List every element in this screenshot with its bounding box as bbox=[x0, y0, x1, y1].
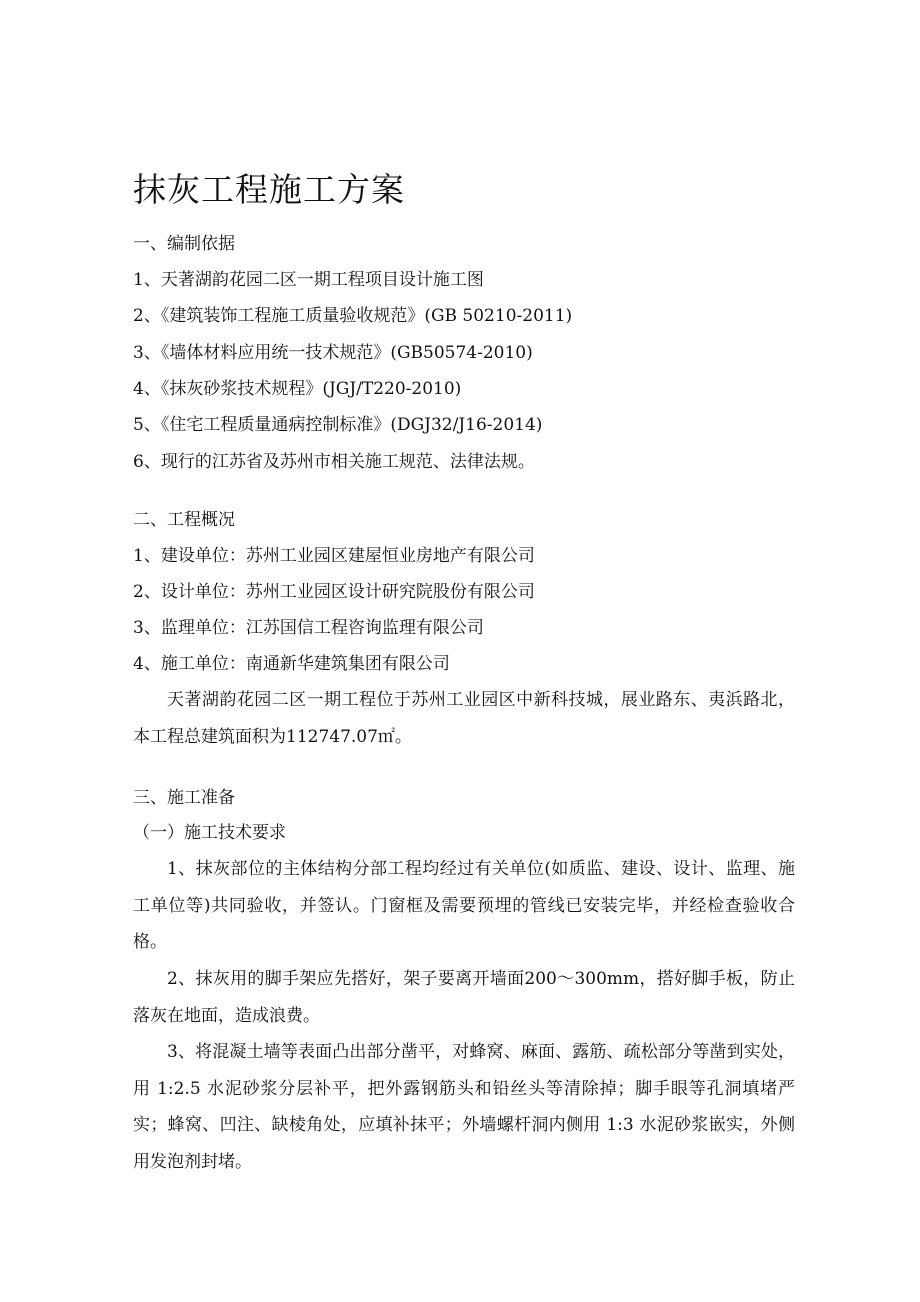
section3-paragraph-3-text: 3、将混凝土墙等表面凸出部分凿平，对蜂窝、麻面、露筋、疏松部分等凿到实处，用 1:2.5 水泥砂浆分层补平，把外露钢筋头和铅丝头等清除掉；脚手眼等孔洞填堵严实；蜂窝、凹注、缺棱角处，应填补抹平；外墙螺杆洞内侧用 1:3 水泥砂浆嵌实，外侧用发泡剂封堵。 bbox=[133, 1042, 795, 1172]
section3-paragraph-3 bbox=[133, 1034, 795, 1180]
section1-item-2: 2、《建筑装饰工程施工质量验收规范》(GB 50210-2011) bbox=[133, 306, 573, 326]
section2-item-3: 3、监理单位：江苏国信工程咨询监理有限公司 bbox=[133, 618, 484, 638]
section3-paragraph-1-text: 1、抹灰部位的主体结构分部工程均经过有关单位(如质监、建设、设计、监理、施工单位等)共同验收，并签认。门窗框及需要预埋的管线已安装完毕，并经检查验收合格。 bbox=[133, 859, 795, 952]
section3-paragraph-1 bbox=[133, 851, 795, 961]
section2-paragraph-text: 天著湖韵花园二区一期工程位于苏州工业园区中新科技城，展业路东、夷浜路北，本工程总建筑面积为112747.07㎡。 bbox=[133, 690, 795, 747]
section3-subheading: （一）施工技术要求 bbox=[133, 823, 286, 843]
section2-item-2: 2、设计单位：苏州工业园区设计研究院股份有限公司 bbox=[133, 582, 535, 602]
section1-item-3: 3、《墙体材料应用统一技术规范》(GB50574-2010) bbox=[133, 343, 533, 363]
document-title: 抹灰工程施工方案 bbox=[133, 170, 405, 209]
section2-item-1: 1、建设单位：苏州工业园区建屋恒业房地产有限公司 bbox=[133, 546, 535, 566]
section1-heading: 一、编制依据 bbox=[133, 234, 235, 254]
section3-paragraph-2-text: 2、抹灰用的脚手架应先搭好，架子要离开墙面200～300mm，搭好脚手板，防止落灰在地面，造成浪费。 bbox=[133, 969, 795, 1026]
section3-paragraph-2 bbox=[133, 961, 795, 1034]
section2-paragraph bbox=[133, 682, 795, 755]
section1-item-1: 1、天著湖韵花园二区一期工程项目设计施工图 bbox=[133, 270, 484, 290]
section1-item-5: 5、《住宅工程质量通病控制标准》(DGJ32/J16-2014) bbox=[133, 415, 543, 435]
section2-item-4: 4、施工单位：南通新华建筑集团有限公司 bbox=[133, 654, 450, 674]
section2-heading: 二、工程概况 bbox=[133, 510, 235, 530]
section1-item-4: 4、《抹灰砂浆技术规程》(JGJ/T220-2010) bbox=[133, 379, 462, 399]
section1-item-6: 6、现行的江苏省及苏州市相关施工规范、法律法规。 bbox=[133, 452, 535, 472]
section3-heading: 三、施工准备 bbox=[133, 788, 235, 808]
